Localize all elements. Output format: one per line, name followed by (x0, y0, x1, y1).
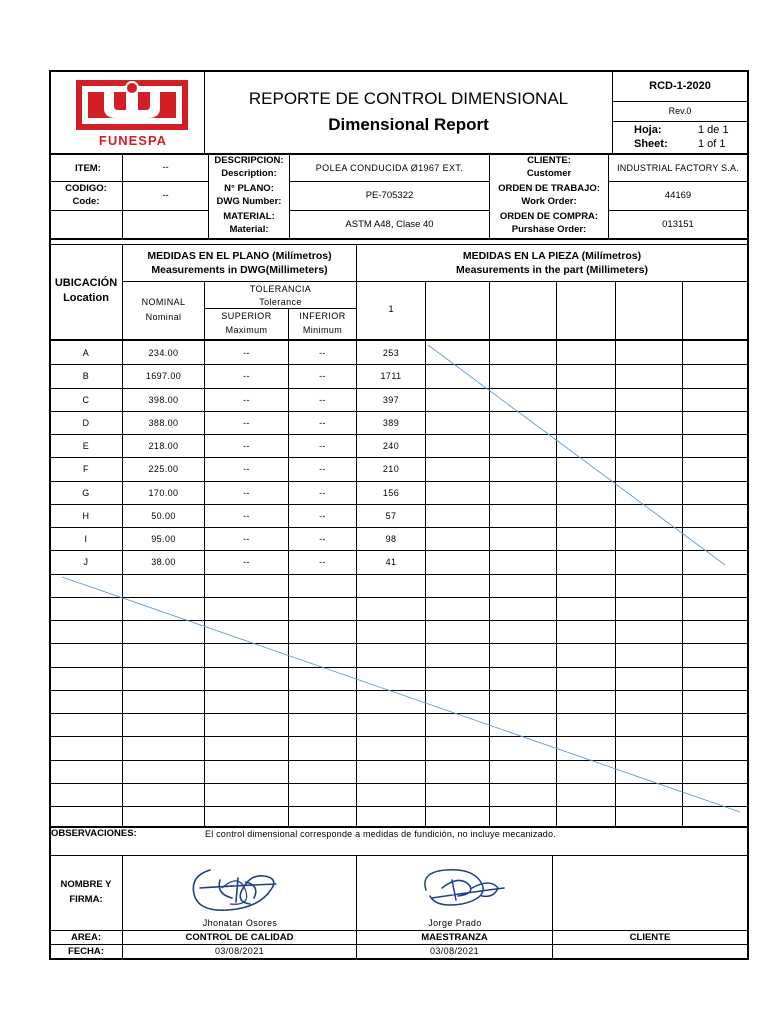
minimum-header: Minimum (302, 325, 343, 335)
table-cell-nominal: 234.00 (148, 347, 179, 358)
dwg-label: DWG Number: (216, 196, 282, 207)
table-cell-nominal: 170.00 (148, 487, 179, 498)
table-cell-m1: 98 (385, 533, 397, 544)
table-cell-inf: -- (319, 487, 326, 498)
table-cell-inf: -- (319, 556, 326, 567)
nominal-header: NOMINAL (141, 297, 186, 307)
location-header: Location (63, 292, 109, 304)
logo-text: FUNESPA (98, 133, 168, 148)
signer-2-name: Jorge Prado (428, 918, 482, 928)
table-cell-nominal: 1697.00 (145, 370, 182, 381)
material-en-label: Material: (229, 224, 269, 235)
table-cell-m1: 41 (385, 556, 397, 567)
area-2: MAESTRANZA (421, 932, 488, 943)
firma-label: FIRMA: (69, 894, 103, 905)
table-cell-m1: 210 (382, 463, 400, 474)
table-cell-sup: -- (243, 510, 250, 521)
tolerancia-header: TOLERANCIA (249, 284, 312, 294)
table-cell-inf: -- (319, 394, 326, 405)
table-cell-loc: F (83, 463, 89, 474)
table-cell-sup: -- (243, 463, 250, 474)
table-cell-loc: D (82, 417, 90, 428)
table-cell-inf: -- (319, 510, 326, 521)
table-cell-sup: -- (243, 417, 250, 428)
purchase-order-label: Purshase Order: (511, 224, 587, 235)
area-1: CONTROL DE CALIDAD (185, 932, 294, 943)
table-cell-sup: -- (243, 533, 250, 544)
table-cell-m1: 397 (382, 394, 400, 405)
customer-label: Customer (526, 168, 572, 179)
measurement-col-1-header: 1 (388, 304, 394, 315)
plano-header: MEDIDAS EN EL PLANO (Milímetros) (147, 250, 332, 262)
orden-compra-value: 013151 (662, 218, 694, 230)
fecha-label: FECHA: (68, 946, 104, 957)
table-cell-nominal: 95.00 (151, 533, 176, 544)
empty-columns-strike-line (428, 345, 725, 565)
description-label: Description: (221, 168, 277, 179)
table-cell-loc: E (82, 440, 90, 451)
table-cell-loc: I (84, 533, 88, 544)
table-cell-sup: -- (243, 487, 250, 498)
table-cell-nominal: 398.00 (148, 394, 179, 405)
table-cell-sup: -- (243, 347, 250, 358)
table-cell-nominal: 218.00 (148, 440, 179, 451)
orden-trabajo-label: ORDEN DE TRABAJO: (498, 183, 600, 194)
codigo-label: CODIGO: (65, 183, 107, 194)
area-3: CLIENTE (629, 932, 671, 943)
observaciones-text: El control dimensional corresponde a medidas de fundición, no incluye mecanizado. (205, 829, 556, 839)
empty-rows-strike-line (62, 577, 740, 812)
report-title: REPORTE DE CONTROL DIMENSIONAL (248, 89, 569, 108)
orden-compra-label: ORDEN DE COMPRA: (499, 211, 599, 222)
table-cell-sup: -- (243, 394, 250, 405)
observaciones-label: OBSERVACIONES: (51, 828, 137, 839)
inferior-header: INFERIOR (299, 311, 346, 321)
table-cell-inf: -- (319, 417, 326, 428)
hoja-label: Hoja: (634, 124, 662, 136)
hoja-value: 1 de 1 (698, 124, 729, 136)
table-cell-m1: 1711 (380, 370, 402, 381)
revision: Rev.0 (668, 106, 692, 116)
work-order-label: Work Order: (521, 196, 577, 207)
table-cell-nominal: 38.00 (151, 556, 176, 567)
table-cell-m1: 240 (382, 440, 400, 451)
plano-label: N° PLANO: (224, 183, 274, 194)
table-cell-loc: B (82, 370, 90, 381)
table-cell-sup: -- (243, 440, 250, 451)
area-label: AREA: (70, 932, 102, 943)
item-value: -- (162, 162, 169, 173)
tolerance-header: Tolerance (259, 297, 302, 307)
plano-header-en: Measurements in DWG(Millimeters) (151, 264, 328, 276)
table-cell-sup: -- (243, 556, 250, 567)
material-label: MATERIAL: (223, 211, 275, 222)
fecha-2: 03/08/2021 (429, 946, 480, 956)
table-cell-loc: G (82, 487, 90, 498)
descripcion-value: POLEA CONDUCIDA Ø1967 EXT. (315, 163, 464, 173)
code-label: Code: (72, 196, 100, 207)
pieza-header: MEDIDAS EN LA PIEZA (Milímetros) (462, 250, 642, 262)
table-cell-nominal: 225.00 (148, 463, 179, 474)
table-cell-inf: -- (319, 463, 326, 474)
cliente-value: INDUSTRIAL FACTORY S.A. (617, 163, 739, 173)
signature-1 (180, 858, 290, 920)
table-cell-nominal: 388.00 (148, 417, 179, 428)
plano-value: PE-705322 (365, 190, 414, 201)
table-cell-inf: -- (319, 347, 326, 358)
table-cell-inf: -- (319, 440, 326, 451)
material-value: ASTM A48, Clase 40 (345, 218, 434, 230)
table-cell-inf: -- (319, 370, 326, 381)
report-subtitle: Dimensional Report (328, 115, 489, 134)
cliente-label: CLIENTE: (527, 155, 571, 166)
table-cell-inf: -- (319, 533, 326, 544)
maximum-header: Maximum (225, 325, 268, 335)
nombre-label: NOMBRE Y (60, 879, 112, 890)
table-cell-m1: 156 (382, 487, 400, 498)
orden-trabajo-value: 44169 (664, 190, 692, 201)
table-cell-loc: C (82, 394, 90, 405)
table-cell-m1: 57 (385, 510, 397, 521)
signer-1-name: Jhonatan Osores (202, 918, 278, 928)
table-cell-sup: -- (243, 370, 250, 381)
superior-header: SUPERIOR (221, 311, 272, 321)
table-cell-loc: H (82, 510, 90, 521)
ubicacion-header: UBICACIÓN (54, 277, 118, 289)
codigo-value: -- (162, 190, 169, 201)
table-cell-loc: J (83, 556, 89, 567)
descripcion-label: DESCRIPCION: (214, 155, 284, 166)
table-cell-nominal: 50.00 (151, 510, 176, 521)
signature-2 (412, 858, 512, 918)
sheet-value: 1 of 1 (698, 138, 726, 150)
document-code: RCD-1-2020 (649, 80, 711, 92)
sheet-label: Sheet: (634, 138, 668, 150)
pieza-header-en: Measurements in the part (Millimeters) (456, 264, 648, 276)
table-cell-m1: 389 (382, 417, 400, 428)
table-cell-loc: A (82, 347, 90, 358)
nominal-header-en: Nominal (145, 312, 182, 322)
table-cell-m1: 253 (382, 347, 400, 358)
item-label: ITEM: (75, 163, 101, 174)
fecha-1: 03/08/2021 (214, 946, 265, 956)
